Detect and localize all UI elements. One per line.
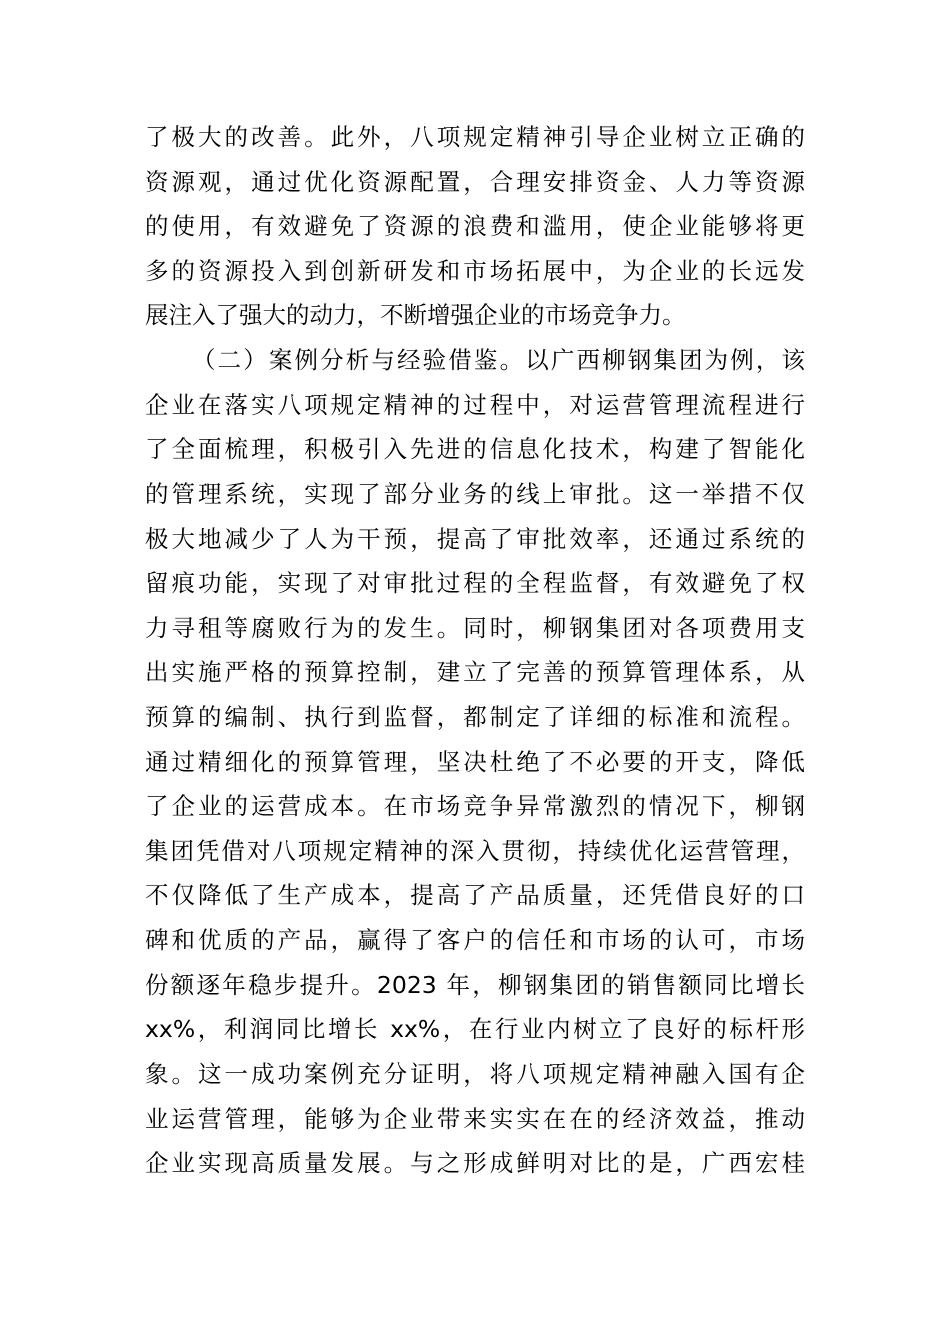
body-text-line: 出实施严格的预算控制，建立了完善的预算管理体系，从 [145,658,805,686]
body-text-line: 资源观，通过优化资源配置，合理安排资金、人力等资源 [145,168,805,196]
body-text-line: xx%，利润同比增长 xx%，在行业内树立了良好的标杆形 [145,1015,805,1043]
body-text-line: 极大地减少了人为干预，提高了审批效率，还通过系统的 [145,525,805,553]
body-text-line: 不仅降低了生产成本，提高了产品质量，还凭借良好的口 [145,881,805,909]
body-text-line: 企业在落实八项规定精神的过程中，对运营管理流程进行 [145,391,805,419]
body-text-line: 留痕功能，实现了对审批过程的全程监督，有效避免了权 [145,569,805,597]
body-text-line: 展注入了强大的动力，不断增强企业的市场竞争力。 [145,301,686,329]
section-heading-line: （二）案例分析与经验借鉴。以广西柳钢集团为例，该 [192,346,805,374]
body-text-line: 象。这一成功案例充分证明，将八项规定精神融入国有企 [145,1060,805,1088]
body-text-line: 份额逐年稳步提升。2023 年，柳钢集团的销售额同比增长 [145,971,805,999]
body-text-line: 了企业的运营成本。在市场竞争异常激烈的情况下，柳钢 [145,792,805,820]
body-text-line: 企业实现高质量发展。与之形成鲜明对比的是，广西宏桂 [145,1149,805,1177]
body-text-line: 碑和优质的产品，赢得了客户的信任和市场的认可，市场 [145,926,805,954]
body-text-line: 的管理系统，实现了部分业务的线上审批。这一举措不仅 [145,480,805,508]
body-text-line: 通过精细化的预算管理，坚决杜绝了不必要的开支，降低 [145,748,805,776]
body-text-line: 预算的编制、执行到监督，都制定了详细的标准和流程。 [145,703,805,731]
body-text-line: 业运营管理，能够为企业带来实实在在的经济效益，推动 [145,1105,805,1133]
body-text-line: 多的资源投入到创新研发和市场拓展中，为企业的长远发 [145,257,805,285]
body-text-line: 了极大的改善。此外，八项规定精神引导企业树立正确的 [145,123,805,151]
body-text-line: 了全面梳理，积极引入先进的信息化技术，构建了智能化 [145,435,805,463]
body-text-line: 的使用，有效避免了资源的浪费和滥用，使企业能够将更 [145,212,805,240]
body-text-line: 集团凭借对八项规定精神的深入贯彻，持续优化运营管理， [145,837,805,865]
body-text-line: 力寻租等腐败行为的发生。同时，柳钢集团对各项费用支 [145,614,805,642]
